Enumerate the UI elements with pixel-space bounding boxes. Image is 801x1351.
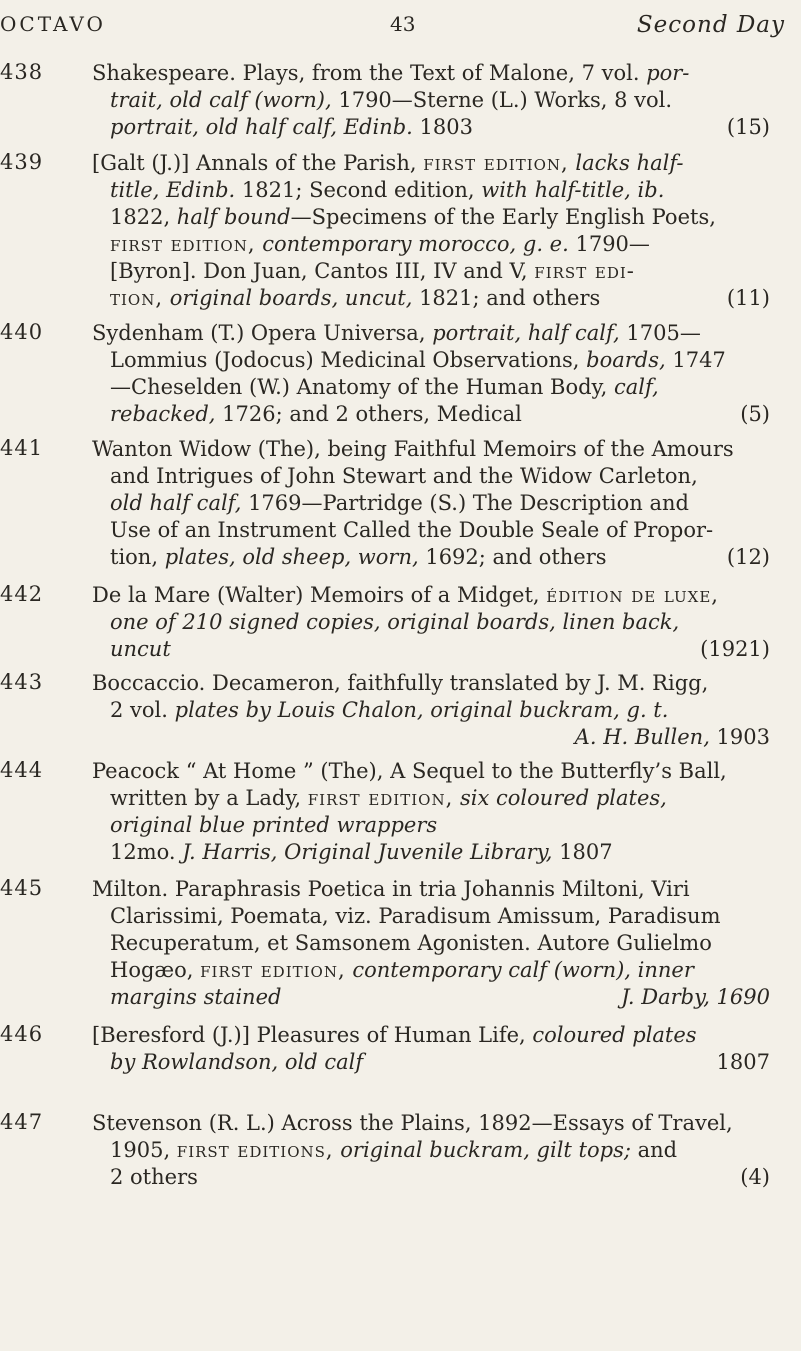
right-aligned-note: (1921) — [700, 637, 770, 661]
description-line — [92, 463, 792, 490]
description-line — [92, 785, 792, 812]
italic-text: original buckram, gilt tops; — [340, 1138, 631, 1162]
italic-text: six coloured plates, — [459, 786, 667, 810]
roman-text: Use of an Instrument Called the Double Seale of Propor- — [110, 518, 714, 542]
lot-number: 444 — [0, 758, 44, 782]
roman-text: 1692; and others — [418, 545, 607, 569]
line-end — [621, 984, 792, 1011]
lot-description — [92, 1110, 792, 1191]
roman-text: —Specimens of the Early English Poets, — [290, 205, 716, 229]
italic-text: plates by Louis Chalon, original buckram, g. t. — [174, 698, 669, 722]
description-line — [92, 177, 792, 204]
italic-text: rebacked, — [110, 402, 216, 426]
description-line — [92, 401, 792, 428]
italic-text: contemporary morocco, g. e. — [262, 232, 569, 256]
description-line — [92, 1022, 792, 1049]
roman-text: Shakespeare. Plays, from the Text of Malone, 7 vol. — [92, 61, 647, 85]
italic-text: title, Edinb. — [110, 178, 236, 202]
roman-text — [453, 786, 460, 810]
description-line — [92, 150, 792, 177]
description-line — [92, 903, 792, 930]
description-line — [92, 87, 792, 114]
lot-number: 438 — [0, 60, 44, 84]
roman-text: 1769—Partridge (S.) The Description and — [241, 491, 689, 515]
italic-text: portrait, old half calf, Edinb. — [110, 115, 413, 139]
roman-text: 1905, — [110, 1138, 177, 1162]
roman-text: 1705— — [619, 321, 701, 345]
roman-text: [Beresford (J.)] Pleasures of Human Life, — [92, 1023, 533, 1047]
roman-text: tion, — [110, 545, 165, 569]
right-aligned-note: (11) — [726, 286, 770, 310]
description-line — [92, 544, 792, 571]
lot-number: 447 — [0, 1110, 44, 1134]
lot-number: 443 — [0, 670, 44, 694]
lot-description — [92, 582, 792, 663]
description-line — [92, 876, 792, 903]
roman-text: 1803 — [412, 115, 473, 139]
roman-text: 1790—Sterne (L.) Works, 8 vol. — [331, 88, 673, 112]
roman-text: Boccaccio. Decameron, faithfully translated by J. M. Rigg, — [92, 671, 709, 695]
italic-text: lacks half- — [575, 151, 684, 175]
description-line — [92, 204, 792, 231]
italic-text: boards, — [586, 348, 666, 372]
description-line — [92, 609, 792, 636]
lot-description — [92, 758, 792, 866]
description-line — [92, 285, 792, 312]
roman-text: Clarissimi, Poemata, viz. Paradisum Amissum, Paradisum — [110, 904, 721, 928]
lot-description — [92, 436, 792, 571]
description-line — [92, 1110, 792, 1137]
lot-number: 439 — [0, 150, 44, 174]
roman-text: 1790— — [568, 232, 650, 256]
italic-text: half bound — [176, 205, 291, 229]
description-line — [92, 231, 792, 258]
roman-text: 2 others — [110, 1165, 198, 1189]
lot-description — [92, 1022, 792, 1076]
page-number: 43 — [390, 12, 416, 36]
italic-text: by Rowlandson, old calf — [110, 1050, 364, 1074]
description-line — [92, 636, 792, 663]
right-aligned-note: (5) — [740, 402, 770, 426]
right-aligned-note: (15) — [726, 115, 770, 139]
line-end — [740, 401, 792, 428]
lot-number: 440 — [0, 320, 44, 344]
lot-description — [92, 320, 792, 428]
roman-text: Milton. Paraphrasis Poetica in tria Johannis Miltoni, Viri — [92, 877, 690, 901]
small-caps-text: first edition, — [110, 232, 256, 256]
description-line — [92, 490, 792, 517]
italic-text: plates, old sheep, worn, — [164, 545, 419, 569]
roman-text: 1821; Second edition, — [235, 178, 482, 202]
description-line — [92, 839, 792, 866]
lot-description — [92, 60, 792, 141]
roman-text: 1747 — [665, 348, 726, 372]
description-line — [92, 517, 792, 544]
italic-text: original boards, uncut, — [169, 286, 413, 310]
italic-text: margins stained — [110, 985, 282, 1009]
right-aligned-note: (12) — [726, 545, 770, 569]
small-caps-text: first editions, — [176, 1138, 334, 1162]
italic-text: original blue printed wrappers — [110, 813, 438, 837]
description-line — [92, 320, 792, 347]
description-line — [92, 758, 792, 785]
roman-text: [Galt (J.)] Annals of the Parish, — [92, 151, 424, 175]
running-head — [0, 12, 801, 42]
roman-text: De la Mare (Walter) Memoirs of a Midget, — [92, 583, 547, 607]
roman-text: and Intrigues of John Stewart and the Widow Carleton, — [110, 464, 698, 488]
line-end — [700, 636, 792, 663]
roman-text: 12mo. — [110, 840, 183, 864]
description-line — [92, 582, 792, 609]
description-line — [92, 258, 792, 285]
italic-text: portrait, half calf, — [432, 321, 620, 345]
lot-number: 446 — [0, 1022, 44, 1046]
description-line — [92, 984, 792, 1011]
italic-text: J. Harris, Original Juvenile Library, — [182, 840, 553, 864]
roman-text: Hogæo, — [110, 958, 201, 982]
description-line — [92, 930, 792, 957]
roman-text: 1821; and others — [412, 286, 601, 310]
line-end — [727, 114, 792, 141]
italic-text: A. H. Bullen, — [574, 725, 710, 749]
lot-number: 441 — [0, 436, 44, 460]
italic-text: old half calf, — [110, 491, 242, 515]
small-caps-text: first edition, — [200, 958, 346, 982]
roman-text: written by a Lady, — [110, 786, 308, 810]
right-aligned-note: J. Darby, 1690 — [621, 985, 770, 1009]
roman-text: 1726; and 2 others, Medical — [215, 402, 522, 426]
description-line — [92, 60, 792, 87]
roman-text: Lommius (Jodocus) Medicinal Observations, — [110, 348, 587, 372]
roman-text: —Cheselden (W.) Anatomy of the Human Body, — [110, 375, 614, 399]
roman-text: and — [630, 1138, 678, 1162]
lot-number: 445 — [0, 876, 44, 900]
line-end — [727, 544, 792, 571]
description-line — [92, 812, 792, 839]
italic-text: coloured plates — [532, 1023, 697, 1047]
day-heading: Second Day — [636, 12, 785, 38]
roman-text: [Byron]. Don Juan, Cantos III, IV and V, — [110, 259, 535, 283]
line-end — [740, 1164, 792, 1191]
italic-text: uncut — [110, 637, 171, 661]
italic-text: calf, — [613, 375, 659, 399]
right-aligned-note: (4) — [740, 1165, 770, 1189]
roman-text: Peacock “ At Home ” (The), A Sequel to the Butterfly’s Ball, — [92, 759, 727, 783]
description-line — [92, 670, 792, 697]
description-line — [92, 114, 792, 141]
lot-description — [92, 670, 792, 751]
roman-text — [163, 286, 170, 310]
roman-text: Recuperatum, et Samsonem Agonisten. Autore Gulielmo — [110, 931, 712, 955]
line-end — [727, 285, 792, 312]
small-caps-text: tion, — [110, 286, 164, 310]
small-caps-text: first edition, — [307, 786, 454, 810]
small-caps-text: édition de luxe, — [546, 583, 719, 607]
lot-description — [92, 876, 792, 1011]
right-aligned-note: 1807 — [716, 1050, 770, 1074]
roman-text: Stevenson (R. L.) Across the Plains, 1892—Essays of Travel, — [92, 1111, 733, 1135]
italic-text: por- — [646, 61, 690, 85]
roman-text: 1903 — [709, 725, 770, 749]
line-end — [717, 1049, 792, 1076]
description-line — [92, 1164, 792, 1191]
description-line — [92, 1137, 792, 1164]
italic-text: one of 210 signed copies, original boards, linen back, — [110, 610, 680, 634]
small-caps-text: first edi- — [534, 259, 635, 283]
description-line — [92, 436, 792, 463]
format-heading: OCTAVO — [0, 12, 106, 36]
roman-text: Wanton Widow (The), being Faithful Memoirs of the Amours — [92, 437, 734, 461]
italic-text: contemporary calf (worn), inner — [352, 958, 694, 982]
description-line — [92, 374, 792, 401]
roman-text: 2 vol. — [110, 698, 175, 722]
roman-text: Sydenham (T.) Opera Universa, — [92, 321, 433, 345]
lot-number: 442 — [0, 582, 44, 606]
lot-description — [92, 150, 792, 312]
description-line — [92, 724, 792, 751]
roman-text: 1822, — [110, 205, 177, 229]
description-line — [92, 1049, 792, 1076]
roman-text: 1807 — [552, 840, 613, 864]
italic-text: with half-title, ib. — [481, 178, 665, 202]
description-line — [92, 957, 792, 984]
small-caps-text: first edition, — [423, 151, 569, 175]
description-line — [92, 697, 792, 724]
italic-text: trait, old calf (worn), — [110, 88, 332, 112]
description-line — [92, 347, 792, 374]
